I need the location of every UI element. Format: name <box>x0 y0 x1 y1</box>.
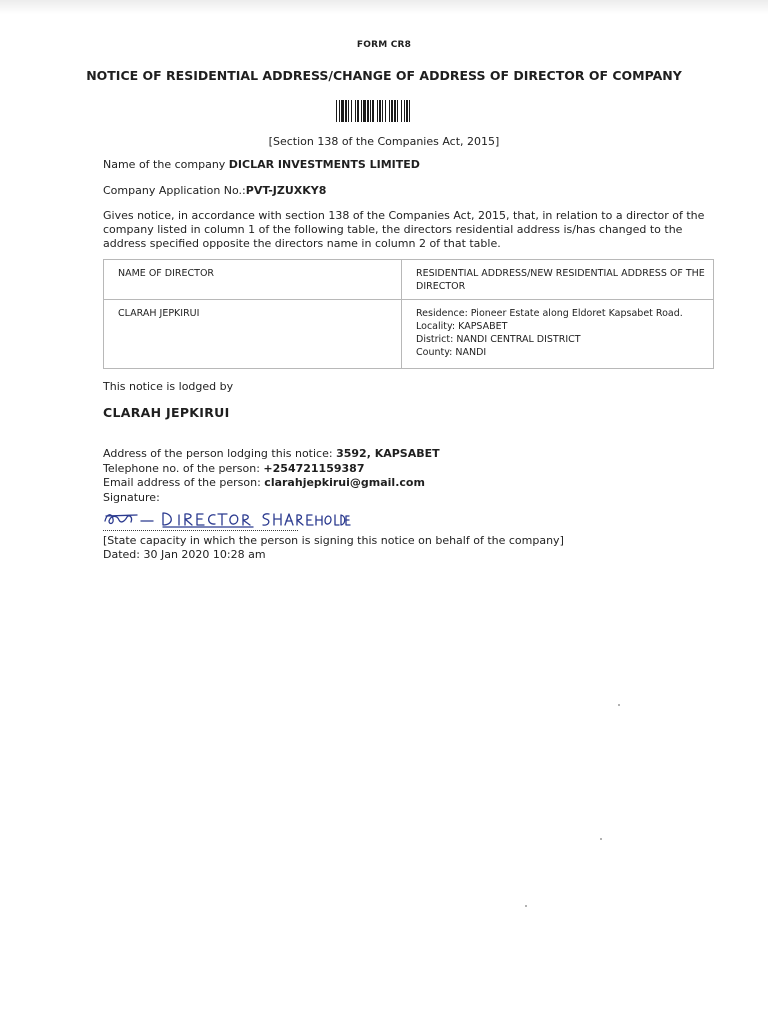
address-line-residence: Residence: Pioneer Estate along Eldoret Kapsabet Road. <box>416 308 683 319</box>
company-name-label: Name of the company <box>103 158 229 171</box>
application-number-line <box>103 184 326 197</box>
application-number: PVT-JZUXKY8 <box>245 184 327 197</box>
director-address-cell <box>402 300 714 369</box>
application-number-label: Company Application No.: <box>103 184 246 197</box>
directors-table <box>103 259 714 369</box>
address-line-locality: Locality: KAPSABET <box>416 321 508 332</box>
scan-edge-shade <box>0 0 768 14</box>
company-name: DICLAR INVESTMENTS LIMITED <box>228 158 420 171</box>
lodger-email: clarahjepkirui@gmail.com <box>264 476 425 489</box>
lodger-address: 3592, KAPSABET <box>336 447 440 460</box>
address-line-county: County: NANDI <box>416 347 487 358</box>
address-label: Address of the person lodging this notice: <box>103 447 337 460</box>
director-name-cell: CLARAH JEPKIRUI <box>104 300 402 369</box>
table-row <box>104 300 714 369</box>
scan-speck <box>618 704 620 706</box>
column-header-address: RESIDENTIAL ADDRESS/NEW RESIDENTIAL ADDRESS OF THE DIRECTOR <box>402 260 714 300</box>
signature-line <box>103 530 298 531</box>
document-title: NOTICE OF RESIDENTIAL ADDRESS/CHANGE OF ADDRESS OF DIRECTOR OF COMPANY <box>86 68 682 83</box>
section-reference: [Section 138 of the Companies Act, 2015] <box>268 135 500 148</box>
signature-label: Signature: <box>103 490 160 504</box>
dated-line: Dated: 30 Jan 2020 10:28 am <box>103 548 266 561</box>
form-code: FORM CR8 <box>356 40 412 50</box>
capacity-note: [State capacity in which the person is signing this notice on behalf of the company] <box>103 534 564 547</box>
table-header-row <box>104 260 714 300</box>
lodged-by-label: This notice is lodged by <box>103 380 234 393</box>
address-line-district: District: NANDI CENTRAL DISTRICT <box>416 334 581 345</box>
company-name-line <box>103 158 420 171</box>
signature-area <box>103 505 353 535</box>
telephone-line <box>103 462 440 477</box>
lodger-telephone: +254721159387 <box>263 461 365 475</box>
lodger-name: CLARAH JEPKIRUI <box>103 405 230 420</box>
address-line <box>103 447 440 462</box>
column-header-name: NAME OF DIRECTOR <box>104 260 402 300</box>
capacity-block <box>103 534 564 562</box>
email-label: Email address of the person: <box>103 476 265 489</box>
notice-paragraph: Gives notice, in accordance with section 138 of the Companies Act, 2015, that, in relation to a director of the company listed in column 1 of the following table, the directors residential address is/has changed to the address specified opposite the directors name in column 2 of that table. <box>103 209 705 250</box>
lodger-contact-block <box>103 447 440 505</box>
email-line <box>103 476 440 491</box>
telephone-label: Telephone no. of the person: <box>103 461 264 475</box>
scan-speck <box>525 905 527 907</box>
scan-speck <box>600 838 602 840</box>
barcode <box>336 100 480 122</box>
